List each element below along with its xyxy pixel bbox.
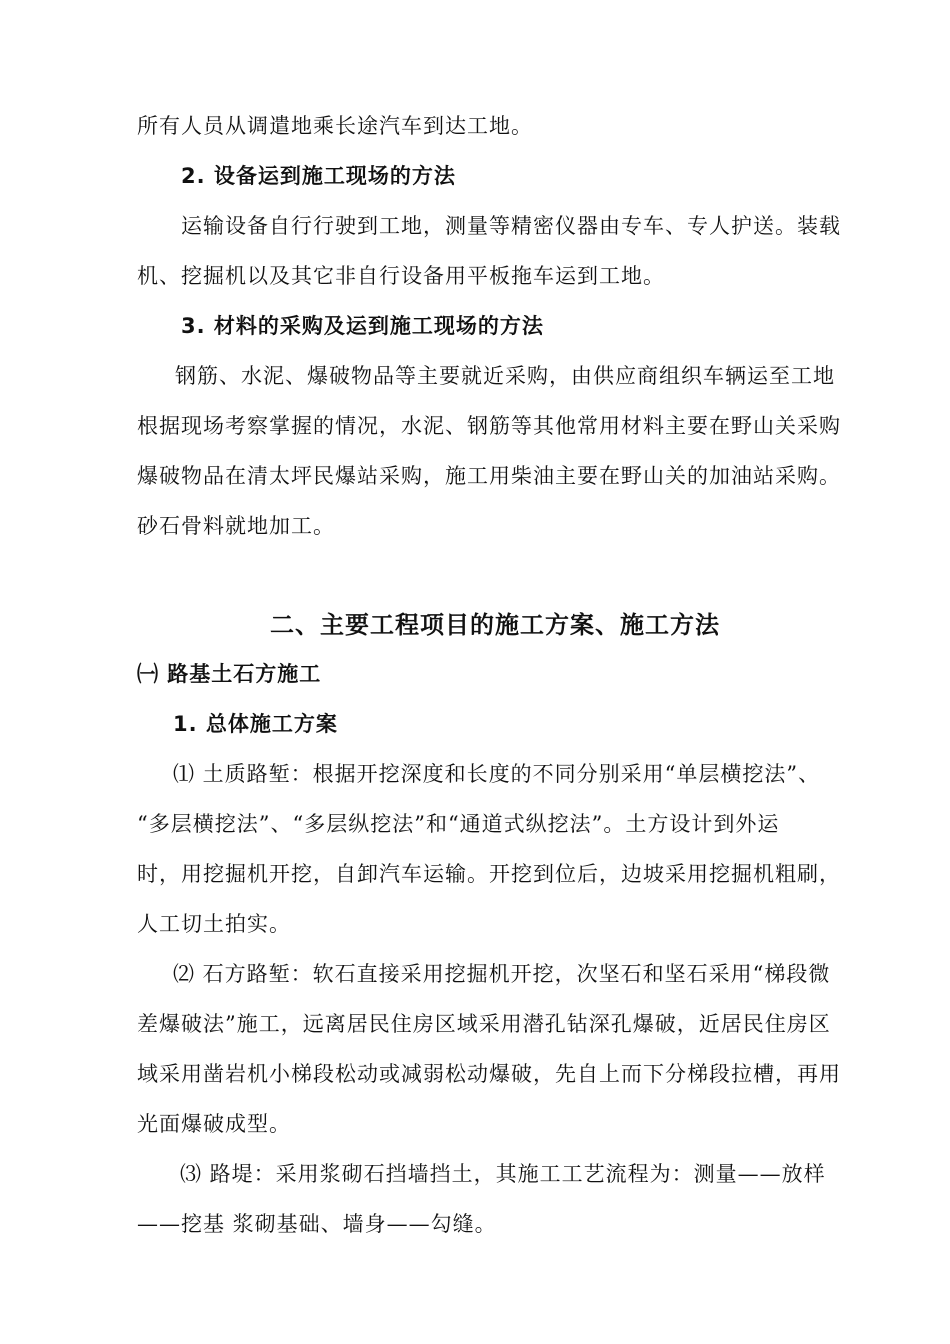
text-line: 光面爆破成型。 [137, 1112, 291, 1136]
text-line: 所有人员从调遣地乘长途汽车到达工地。 [137, 114, 533, 138]
text-line: 钢筋、水泥、爆破物品等主要就近采购，由供应商组织车辆运至工地 [175, 364, 835, 388]
text-line: ⑵ 石方路堑：软石直接采用挖掘机开挖，次坚石和坚石采用“梯段微 [173, 962, 831, 986]
text-line: 机、挖掘机以及其它非自行设备用平板拖车运到工地。 [137, 264, 665, 288]
text-line: ⑶ 路堤：采用浆砌石挡墙挡土，其施工工艺流程为：测量——放样 [180, 1162, 826, 1186]
text-line: 运输设备自行行驶到工地，测量等精密仪器由专车、专人护送。装载 [181, 214, 841, 238]
text-line: “多层横挖法”、“多层纵挖法”和“通道式纵挖法”。土方设计到外运 [137, 812, 780, 836]
heading-equipment-transport: 2. 设备运到施工现场的方法 [181, 164, 456, 188]
text-line: 砂石骨料就地加工。 [137, 514, 335, 538]
text-line: ⑴ 土质路堑：根据开挖深度和长度的不同分别采用“单层横挖法”、 [173, 762, 821, 786]
heading-material-procurement: 3. 材料的采购及运到施工现场的方法 [181, 314, 544, 338]
subsection-subheading: 1. 总体施工方案 [173, 712, 338, 736]
text-line: 域采用凿岩机小梯段松动或减弱松动爆破，先自上而下分梯段拉槽，再用 [137, 1062, 841, 1086]
text-line: 爆破物品在清太坪民爆站采购，施工用柴油主要在野山关的加油站采购。 [137, 464, 841, 488]
text-line: ——挖基 浆砌基础、墙身——勾缝。 [137, 1212, 497, 1236]
text-line: 根据现场考察掌握的情况，水泥、钢筋等其他常用材料主要在野山关采购 [137, 414, 841, 438]
subsection-heading: ㈠ 路基土石方施工 [137, 662, 322, 686]
section-title: 二、主要工程项目的施工方案、施工方法 [270, 611, 720, 639]
text-line: 人工切土拍实。 [137, 912, 291, 936]
text-line: 时，用挖掘机开挖，自卸汽车运输。开挖到位后，边坡采用挖掘机粗刷， [137, 862, 841, 886]
text-line: 差爆破法”施工，远离居民住房区域采用潜孔钻深孔爆破，近居民住房区 [137, 1012, 831, 1036]
